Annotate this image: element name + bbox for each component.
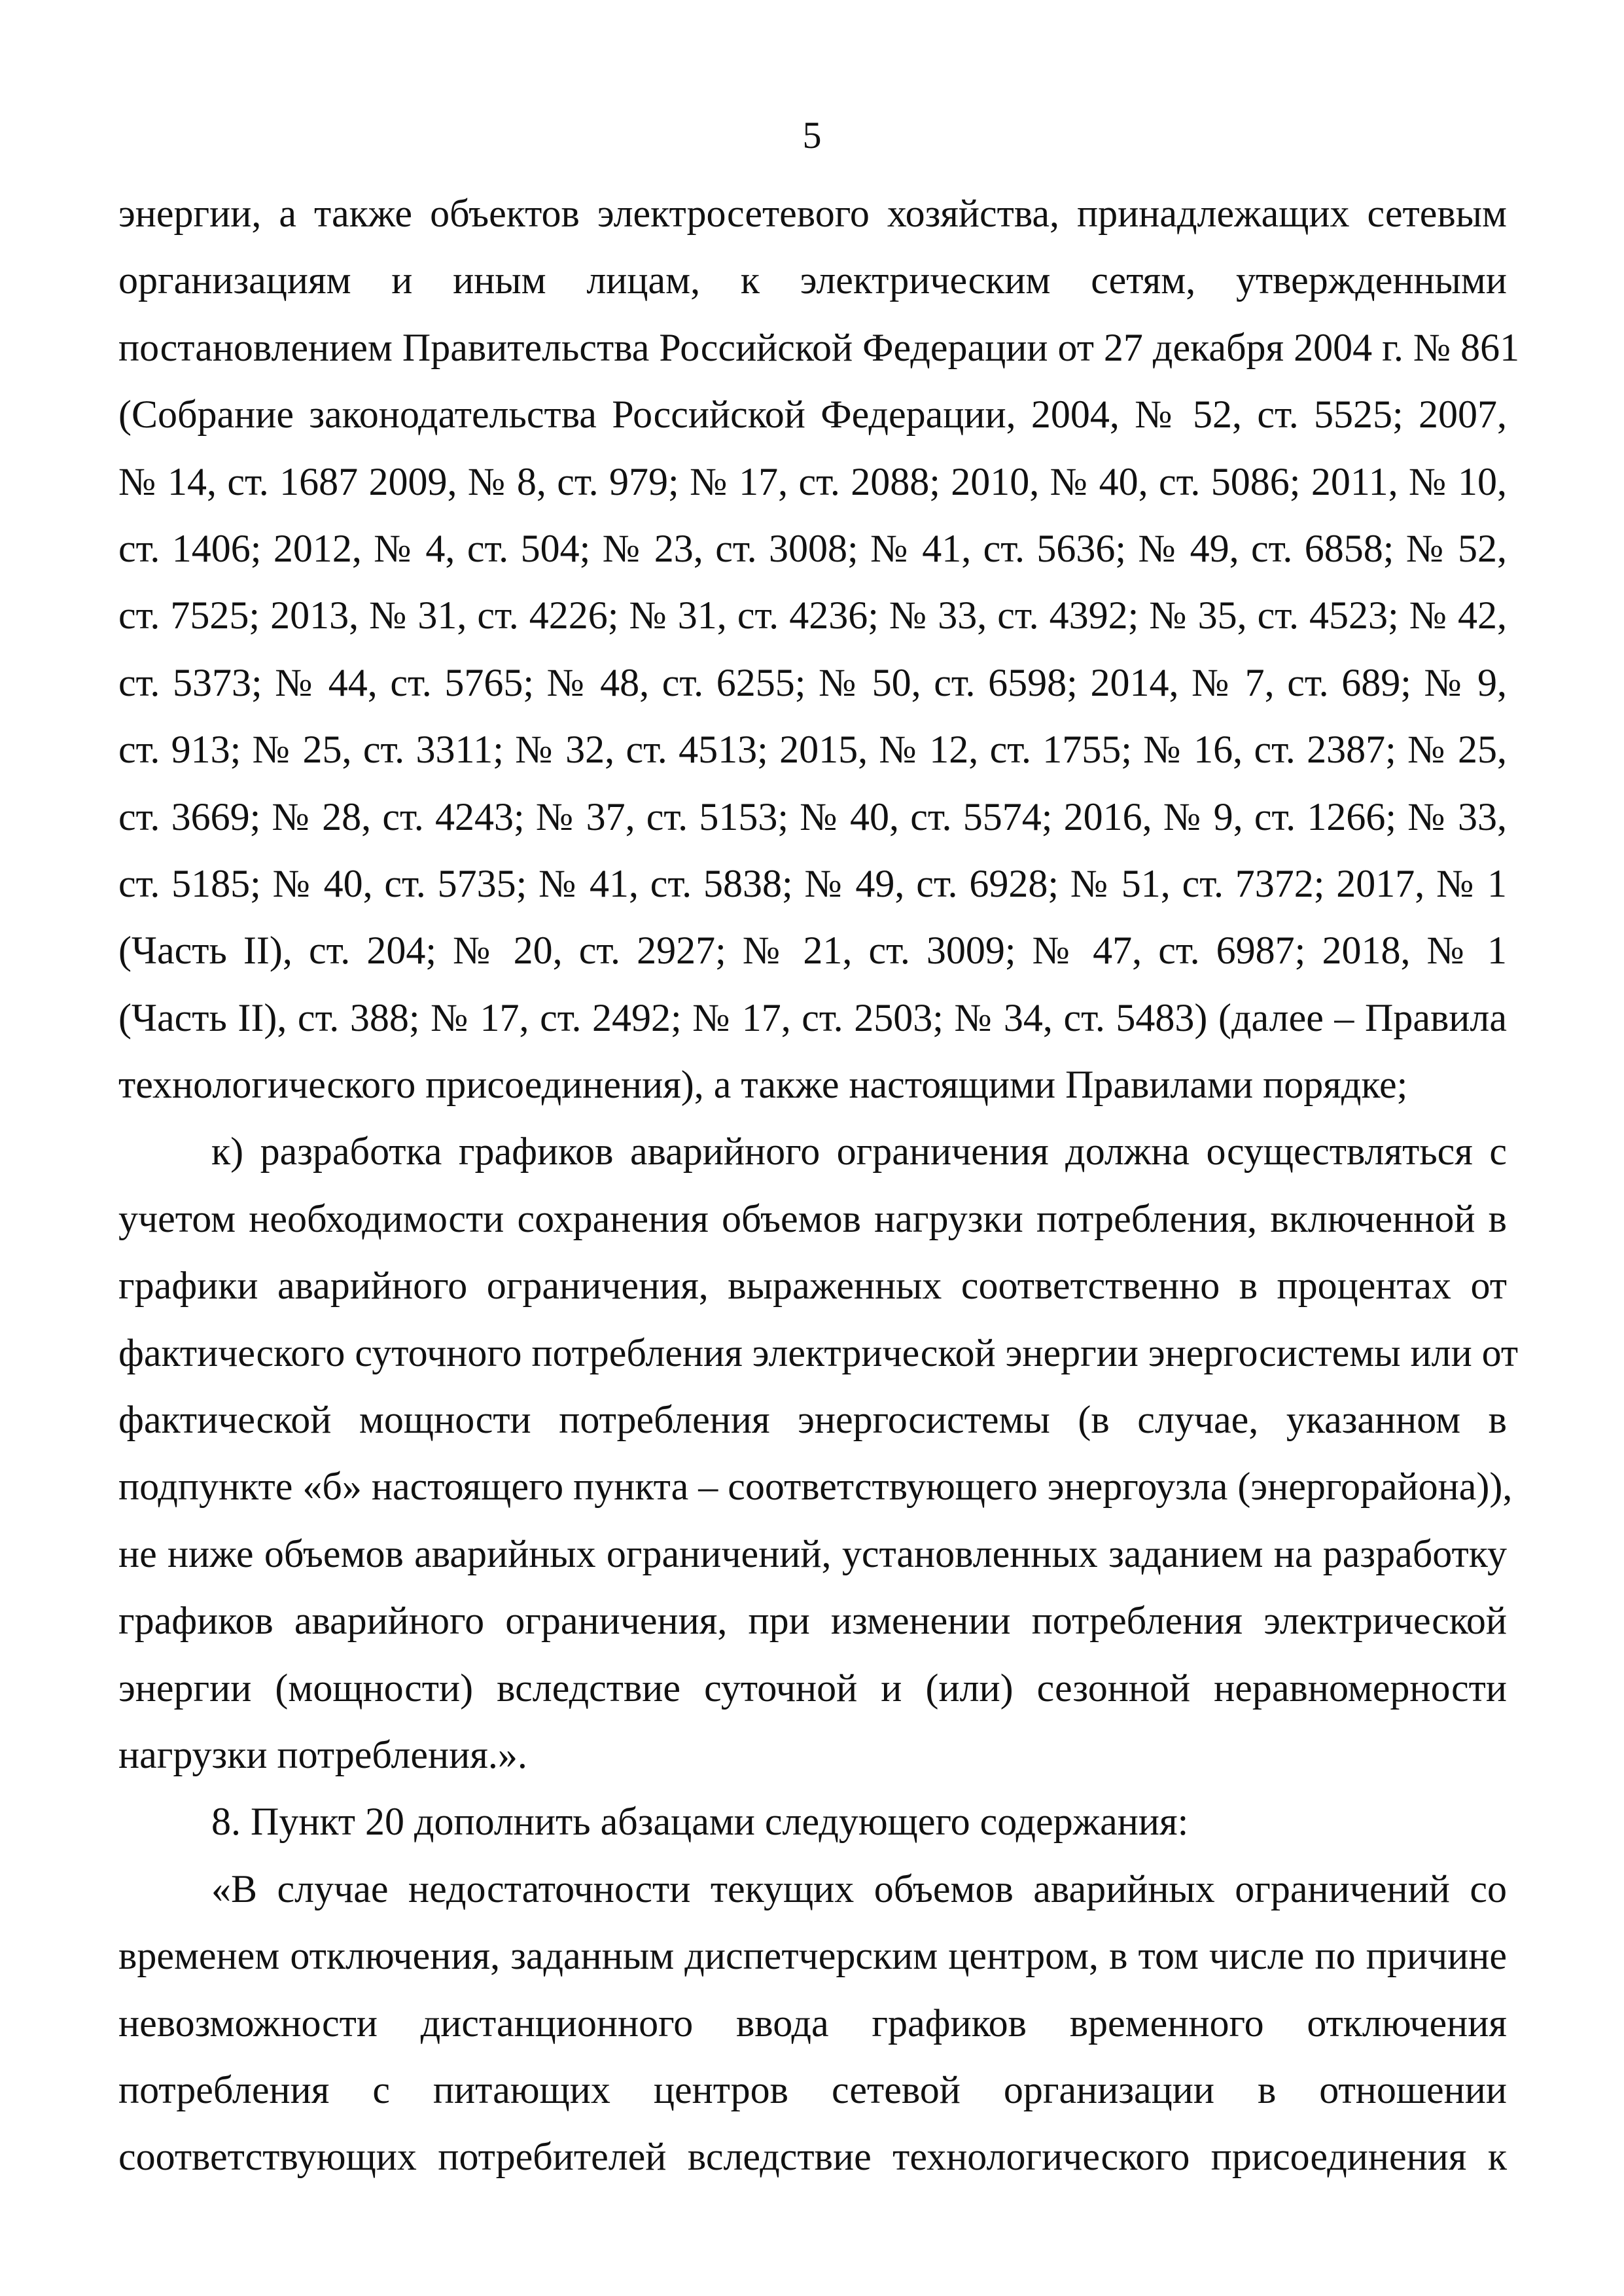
- text-line: нагрузки потребления.».: [118, 1732, 527, 1776]
- text-line: к) разработка графиков аварийного ограничения должна осуществляться с: [211, 1130, 1507, 1174]
- text-line: постановлением Правительства Российской Федерации от 27 декабря 2004 г. № 861: [118, 325, 1520, 369]
- text-line: ст. 5373; № 44, ст. 5765; № 48, ст. 6255; № 50, ст. 6598; 2014, № 7, ст. 689; № 9,: [118, 660, 1507, 704]
- text-line: не ниже объемов аварийных ограничений, установленных заданием на разработку: [118, 1532, 1507, 1575]
- text-line: фактического суточного потребления электрической энергии энергосистемы или от: [118, 1331, 1519, 1374]
- text-line: технологического присоединения), а также настоящими Правилами порядке;: [118, 1063, 1408, 1107]
- text-line: ст. 3669; № 28, ст. 4243; № 37, ст. 5153; № 40, ст. 5574; 2016, № 9, ст. 1266; № 33,: [118, 795, 1507, 838]
- text-line: фактической мощности потребления энергосистемы (в случае, указанном в: [118, 1398, 1507, 1442]
- page-number: 5: [802, 114, 822, 156]
- text-line: временем отключения, заданным диспетчерским центром, в том числе по причине: [118, 1934, 1507, 1978]
- text-line: (Собрание законодательства Российской Федерации, 2004, № 52, ст. 5525; 2007,: [118, 393, 1507, 437]
- body-text: [118, 180, 1520, 2191]
- text-line: ст. 5185; № 40, ст. 5735; № 41, ст. 5838; № 49, ст. 6928; № 51, ст. 7372; 2017, № 1: [118, 861, 1507, 905]
- text-line: невозможности дистанционного ввода графиков временного отключения: [118, 2001, 1507, 2045]
- text-line: соответствующих потребителей вследствие технологического присоединения к: [118, 2135, 1507, 2179]
- text-line: (Часть II), ст. 388; № 17, ст. 2492; № 17, ст. 2503; № 34, ст. 5483) (далее – Правила: [118, 996, 1507, 1039]
- text-line: ст. 1406; 2012, № 4, ст. 504; № 23, ст. 3008; № 41, ст. 5636; № 49, ст. 6858; № 52,: [118, 526, 1507, 570]
- text-line: ст. 7525; 2013, № 31, ст. 4226; № 31, ст. 4236; № 33, ст. 4392; № 35, ст. 4523; № 42,: [118, 594, 1507, 637]
- text-line: энергии, а также объектов электросетевого хозяйства, принадлежащих сетевым: [118, 192, 1507, 235]
- text-line: подпункте «б» настоящего пункта – соответствующего энергоузла (энергорайона)),: [118, 1465, 1513, 1509]
- text-line: 8. Пункт 20 дополнить абзацами следующего содержания:: [211, 1800, 1189, 1844]
- text-line: № 14, ст. 1687 2009, № 8, ст. 979; № 17, ст. 2088; 2010, № 40, ст. 5086; 2011, № 10,: [118, 459, 1507, 503]
- text-line: организациям и иным лицам, к электрическим сетям, утвержденными: [118, 259, 1507, 302]
- text-line: учетом необходимости сохранения объемов нагрузки потребления, включенной в: [118, 1196, 1507, 1240]
- text-line: потребления с питающих центров сетевой организации в отношении: [118, 2068, 1507, 2111]
- text-line: «В случае недостаточности текущих объемов аварийных ограничений со: [211, 1867, 1507, 1910]
- text-line: графики аварийного ограничения, выраженных соответственно в процентах от: [118, 1264, 1507, 1308]
- text-line: ст. 913; № 25, ст. 3311; № 32, ст. 4513; 2015, № 12, ст. 1755; № 16, ст. 2387; № 25,: [118, 728, 1507, 772]
- text-line: (Часть II), ст. 204; № 20, ст. 2927; № 21, ст. 3009; № 47, ст. 6987; 2018, № 1: [118, 929, 1507, 973]
- text-line: графиков аварийного ограничения, при изменении потребления электрической: [118, 1599, 1507, 1643]
- text-line: энергии (мощности) вследствие суточной и (или) сезонной неравномерности: [118, 1666, 1507, 1710]
